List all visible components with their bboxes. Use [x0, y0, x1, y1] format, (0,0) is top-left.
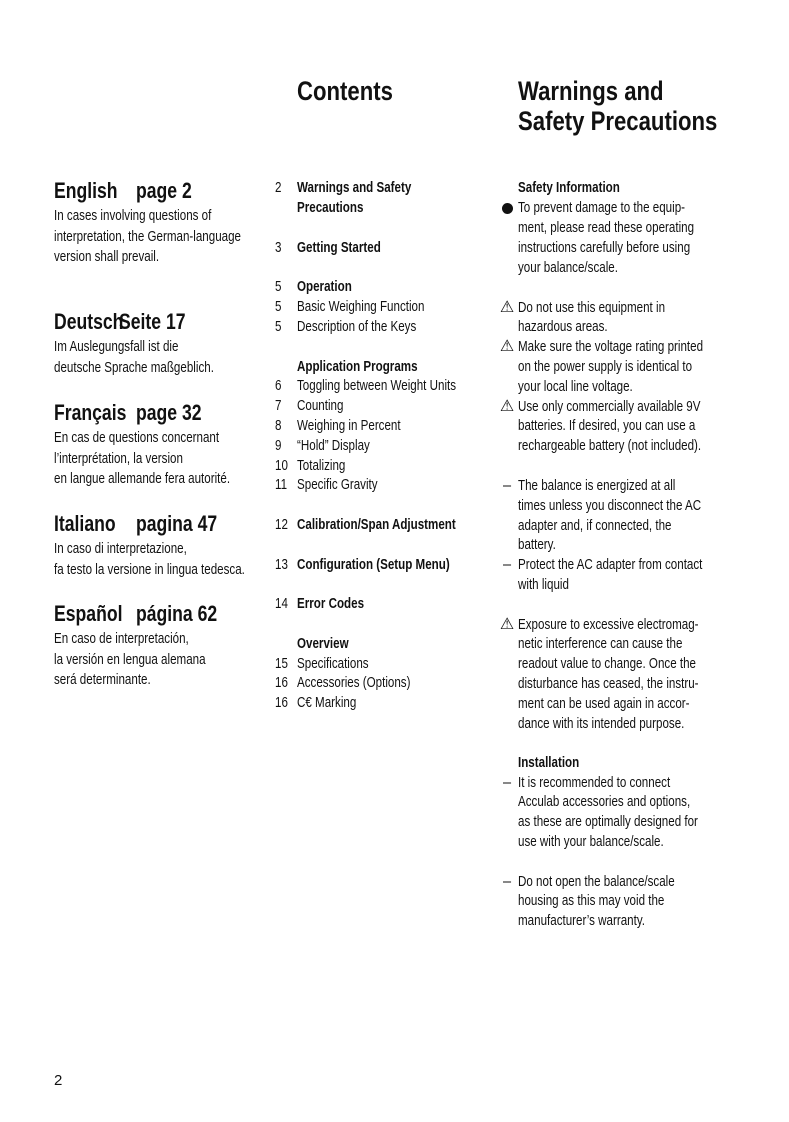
- toc-page-number: 2: [275, 180, 282, 196]
- language-block: [54, 400, 254, 490]
- language-page-ref: página 62: [136, 601, 218, 626]
- language-note-line: In caso di interpretazione,: [54, 541, 187, 557]
- warning-triangle-icon: ⚠︎: [499, 616, 515, 633]
- toc-page-number: 16: [275, 695, 288, 711]
- toc-page-number: 9: [275, 438, 282, 454]
- toc-page-number: 16: [275, 675, 288, 691]
- language-note-line: fa testo la versione in lingua tedesca.: [54, 561, 245, 578]
- toc-title: Description of the Keys: [297, 319, 417, 335]
- toc-page-number: 7: [275, 398, 282, 414]
- toc-title: Toggling between Weight Units: [297, 378, 457, 394]
- language-block: [54, 309, 254, 378]
- toc-page-number: 5: [275, 319, 282, 335]
- language-note-line: En caso de interpretación,: [54, 631, 189, 647]
- language-note-line: en langue allemande fera autorité.: [54, 471, 231, 487]
- toc-title: Error Codes: [297, 596, 365, 612]
- page-number: 2: [54, 1072, 63, 1089]
- toc-title: Getting Started: [297, 240, 381, 256]
- language-page-ref: page 2: [136, 178, 192, 203]
- toc-title: Calibration/Span Adjustment: [297, 517, 456, 533]
- toc-title: Operation: [297, 279, 352, 295]
- toc-title: Configuration (Setup Menu): [297, 557, 450, 573]
- toc-page-number: 6: [275, 378, 282, 394]
- contents-title: Contents: [297, 76, 393, 106]
- toc-title: Specific Gravity: [297, 477, 378, 493]
- toc-title: Counting: [297, 398, 344, 414]
- language-note-line: interpretation, the German-language: [54, 228, 242, 245]
- toc-page-number: [275, 634, 297, 654]
- toc-title: Warnings and Safety: [297, 180, 412, 196]
- toc-title: Precautions: [297, 200, 364, 216]
- toc-page-number: 12: [275, 517, 288, 533]
- toc-page-number: [275, 357, 297, 377]
- dash-icon: –: [502, 874, 512, 890]
- language-name: Français: [54, 400, 127, 425]
- language-block: [54, 178, 254, 268]
- toc-page-number: 13: [275, 557, 288, 573]
- dash-icon: –: [502, 478, 512, 494]
- toc-page-number: 5: [275, 279, 282, 295]
- language-note-line: la versión en lengua alemana: [54, 651, 206, 668]
- language-note-line: deutsche Sprache maßgeblich.: [54, 359, 214, 376]
- language-page-ref: page 32: [136, 400, 202, 425]
- toc-page-number: [275, 198, 297, 218]
- language-note-line: l’interprétation, la version: [54, 450, 183, 467]
- toc-title: Overview: [297, 636, 349, 652]
- toc-page-number: 14: [275, 596, 288, 612]
- language-note-line: In cases involving questions of: [54, 208, 212, 224]
- toc-title: Accessories (Options): [297, 675, 411, 691]
- toc-page-number: 11: [275, 477, 288, 493]
- dash-icon: –: [502, 775, 512, 791]
- warnings-title: Warnings and Safety Precautions: [518, 76, 718, 136]
- toc-title: “Hold” Display: [297, 438, 370, 454]
- toc-title: Application Programs: [297, 359, 418, 375]
- language-block: [54, 601, 254, 691]
- language-note-line: Im Auslegungsfall ist die: [54, 339, 179, 355]
- toc-title: Basic Weighing Function: [297, 299, 425, 315]
- language-name: English: [54, 178, 118, 203]
- toc-page-number: 8: [275, 418, 282, 434]
- language-note-line: será determinante.: [54, 672, 151, 688]
- bullet-icon: [502, 203, 513, 214]
- warning-triangle-icon: ⚠︎: [499, 398, 515, 415]
- toc-page-number: 15: [275, 656, 288, 672]
- language-page-ref: Seite 17: [119, 309, 186, 334]
- language-name: Español: [54, 601, 123, 626]
- toc-title: Specifications: [297, 656, 369, 672]
- toc-page-number: 3: [275, 240, 282, 256]
- toc-page-number: 10: [275, 458, 288, 474]
- toc-title: C€ Marking: [297, 695, 357, 711]
- warning-triangle-icon: ⚠︎: [499, 338, 515, 355]
- language-name: Italiano: [54, 511, 116, 536]
- language-block: [54, 511, 254, 580]
- language-note-line: En cas de questions concernant: [54, 430, 220, 446]
- toc-title: Totalizing: [297, 458, 346, 474]
- toc-page-number: 5: [275, 299, 282, 315]
- language-name: Deutsch: [54, 309, 124, 334]
- language-page-ref: pagina 47: [136, 511, 218, 536]
- warning-triangle-icon: ⚠︎: [499, 299, 515, 316]
- language-note-line: version shall prevail.: [54, 249, 160, 265]
- toc-title: Weighing in Percent: [297, 418, 401, 434]
- dash-icon: –: [502, 557, 512, 573]
